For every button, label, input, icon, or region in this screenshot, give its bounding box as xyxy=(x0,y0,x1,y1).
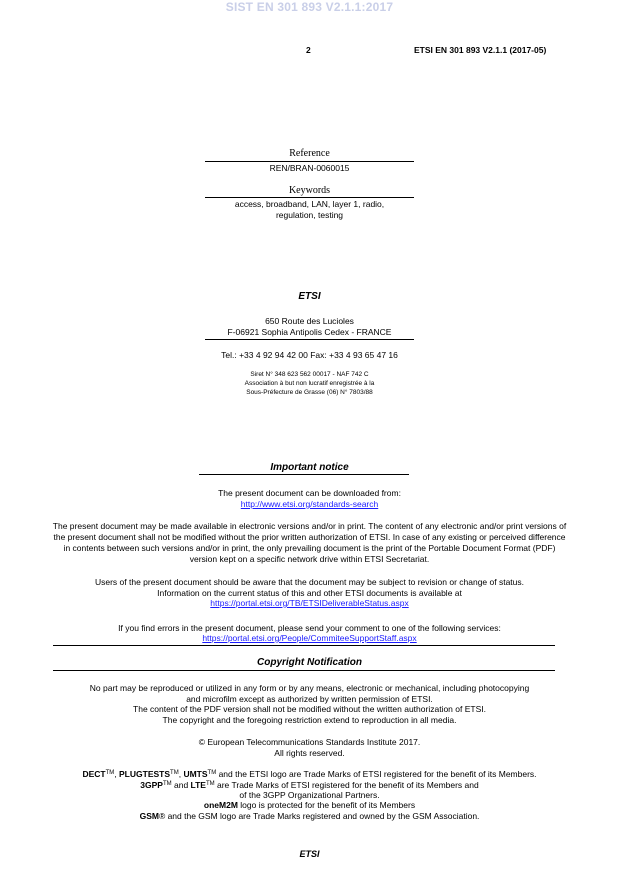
keywords-rule xyxy=(205,197,414,198)
tm-gsm: GSM xyxy=(139,811,159,821)
support-link[interactable]: https://portal.etsi.org/People/CommiteeSupportStaff.aspx xyxy=(202,633,417,643)
copyright-owner: © European Telecommunications Standards Institute 2017. xyxy=(198,737,421,747)
tm-sup-5: TM xyxy=(205,781,215,787)
trademark-line-3: of the 3GPP Organizational Partners. xyxy=(239,790,380,800)
copyright-rule xyxy=(53,670,555,671)
tm-plugtests: PLUGTESTS xyxy=(119,769,171,779)
reference-value: REN/BRAN-0060015 xyxy=(269,163,350,173)
keywords-line-1: access, broadband, LAN, layer 1, radio, xyxy=(234,199,385,209)
copyright-line-4: The copyright and the foregoing restriction extend to reproduction in all media. xyxy=(162,715,457,725)
association: Association à but non lucratif enregistrée à la xyxy=(244,380,375,387)
trademark-line-4 xyxy=(0,800,619,811)
copyright-line-3: The content of the PDF version shall not be modified without the written authorization of ETSI. xyxy=(133,704,486,714)
copyright-title: Copyright Notification xyxy=(257,657,362,668)
tm-sup-1: TM xyxy=(105,770,115,776)
address-line-1: 650 Route des Lucioles xyxy=(265,316,354,326)
phone-fax: Tel.: +33 4 92 94 42 00 Fax: +33 4 93 65 47 16 xyxy=(221,350,398,360)
prefecture: Sous-Préfecture de Grasse (06) N° 7803/88 xyxy=(246,389,373,396)
tm-line1-text: and the ETSI logo are Trade Marks of ETSI registered for the benefit of its Members. xyxy=(216,769,537,779)
keywords-label: Keywords xyxy=(288,185,331,196)
address-rule xyxy=(205,339,414,340)
keywords-line-2: regulation, testing xyxy=(275,210,344,220)
reference-rule xyxy=(205,161,414,162)
tm-line4-text: logo is protected for the benefit of its Members xyxy=(237,800,416,810)
reference-label: Reference xyxy=(289,148,330,159)
status-link-wrap xyxy=(0,598,619,609)
copyright-top-rule xyxy=(53,645,555,646)
tm-lte: LTE xyxy=(190,780,206,790)
errors-text: If you find errors in the present document, please send your comment to one of the following services: xyxy=(118,623,501,633)
footer-etsi: ETSI xyxy=(299,849,320,859)
tm-and: and xyxy=(171,780,191,790)
copyright-line-2: and microfilm except as authorized by written permission of ETSI. xyxy=(186,694,433,704)
important-notice-title: Important notice xyxy=(270,462,349,473)
download-text: The present document can be downloaded from: xyxy=(218,488,401,498)
address-line-2: F-06921 Sophia Antipolis Cedex - FRANCE xyxy=(227,327,392,337)
tm-line5-text: ® and the GSM logo are Trade Marks registered and owned by the GSM Association. xyxy=(158,811,480,821)
revision-line-2: Information on the current status of this and other ETSI documents is available at xyxy=(157,588,462,598)
download-link[interactable]: http://www.etsi.org/standards-search xyxy=(240,499,379,509)
copyright-line-1: No part may be reproduced or utilized in any form or by any means, electronic or mechanical, including photocopying xyxy=(89,683,530,693)
tm-onem2m: oneM2M xyxy=(203,800,238,810)
tm-sup-3: TM xyxy=(207,770,217,776)
etsi-title: ETSI xyxy=(298,291,321,302)
notice-rule xyxy=(199,474,409,475)
page-number: 2 xyxy=(306,45,311,55)
watermark: SIST EN 301 893 V2.1.1:2017 xyxy=(225,0,394,14)
versions-paragraph: The present document may be made available in electronic versions and/or in print. The content of any electronic and/or print versions of the present document shall not be modified without the prior written authorization of ETSI. In case of any existing or perceived difference in contents between such versions and/or in print, the only prevailing document is the print of the Portable Document Format (PDF) version kept on a specific network drive within ETSI Secretariat. xyxy=(52,521,567,564)
status-link[interactable]: https://portal.etsi.org/TB/ETSIDeliverableStatus.aspx xyxy=(210,598,409,608)
tm-line2-text: are Trade Marks of ETSI registered for the benefit of its Members and xyxy=(214,780,479,790)
tm-dect: DECT xyxy=(82,769,106,779)
all-rights-reserved: All rights reserved. xyxy=(274,748,345,758)
support-link-wrap xyxy=(0,633,619,644)
tm-umts: UMTS xyxy=(183,769,208,779)
document-id: ETSI EN 301 893 V2.1.1 (2017-05) xyxy=(414,45,547,55)
tm-sep-1: , xyxy=(114,769,120,779)
tm-3gpp: 3GPP xyxy=(140,780,163,790)
tm-sup-4: TM xyxy=(162,781,172,787)
trademark-line-5 xyxy=(0,811,619,822)
siret: Siret N° 348 623 562 00017 - NAF 742 C xyxy=(250,371,369,378)
tm-sep-2: , xyxy=(178,769,184,779)
revision-line-1: Users of the present document should be aware that the document may be subject to revision or change of status. xyxy=(94,577,525,587)
tm-sup-2: TM xyxy=(170,770,179,776)
download-link-wrap xyxy=(0,499,619,510)
